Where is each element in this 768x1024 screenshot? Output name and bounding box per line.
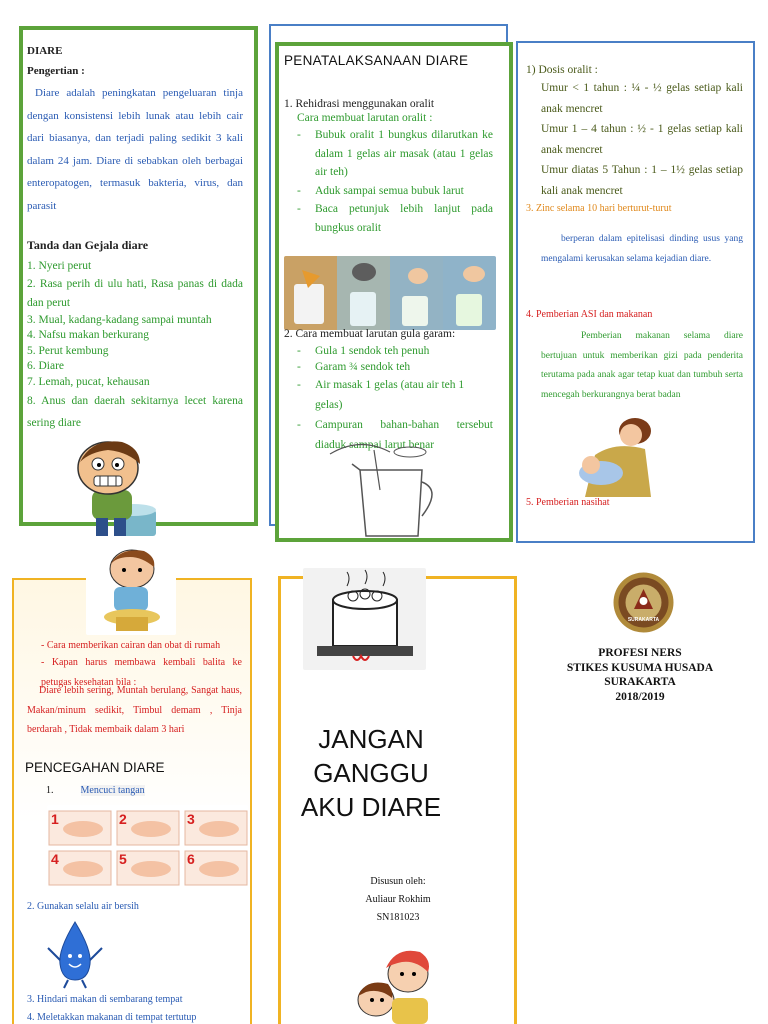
oralit-subheading: Cara membuat larutan oralit : [297,112,433,124]
dose-item: Umur 1 – 4 tahun : ½ - 1 gelas setiap kali anak mencret [541,123,743,156]
institution-block [540,646,740,704]
handwashing-steps-illustration [47,805,248,895]
sign-item: 7. Lemah, pucat, kehausan [27,375,150,388]
dose-item: Umur < 1 tahun : ¼ - ½ gelas setiap kali anak mencret [541,82,743,115]
tip-item: - Cara memberikan cairan dan obat di rumah [41,640,221,651]
boiling-pot-illustration [303,568,426,670]
academic-year: 2018/2019 [615,690,665,703]
oralit-step: - Baca petunjuk lebih lanjut pada bungkus oralit [297,203,493,234]
college-name: STIKES KUSUMA HUSADA [566,661,714,674]
sign-item: 6. Diare [27,360,65,372]
definition-text: Diare adalah peningkatan pengeluaran tinja dengan konsistensi lebih lunak atau lebih cair dari biasanya, dan terjadi paling sedikit 3 kali dalam 24 jam. Diare di sebabkan oleh berbagai enteropatogen, termasuk bakteria, virus, dan parasit [27,87,243,212]
city-name: SURAKARTA [604,676,676,688]
sick-boy-illustration [62,432,172,544]
sign-item: 1. Nyeri perut [27,260,92,272]
prevention-item-4: 4. Meletakkan makanan di tempat tertutup [27,1012,197,1023]
seal-text: SURAKARTA [627,617,660,623]
sign-item: 2. Rasa perih di ulu hati, Rasa panas di dada dan perut [27,277,243,309]
sugar-salt-step: - Garam ¾ sendok teh [297,360,411,373]
sugar-salt-step: - Air masak 1 gelas (atau air teh 1 gelas) [297,379,465,411]
author-nim: SN181023 [376,912,420,923]
asi-heading: 4. Pemberian ASI dan makanan [526,309,653,320]
return-conditions: Diare lebih sering, Muntah berulang, Sangat haus, Makan/minum sedikit, Timbul demam , Tinja berdarah , Tidak membaik dalam 3 hari [27,685,242,735]
dose-list [541,78,743,201]
sign-item: 5. Perut kembung [27,344,109,357]
oralit-step: - Bubuk oralit 1 bungkus dilarutkan ke dalam 1 gelas air masak (atau 1 gelas air teh) [297,129,493,178]
sugar-salt-step: - Campuran bahan-bahan tersebut diaduk sampai larut benar [297,419,493,451]
cover-title: JANGAN GANGGU AKU DIARE [300,724,442,822]
signs-heading: Tanda dan Gejala diare [27,238,149,252]
sugar-salt-heading: 2. Cara membuat larutan gula garam: [284,328,456,340]
step-number: 2 [119,811,127,827]
definition-heading: Pengertian : [27,65,85,77]
oralit-step: - Aduk sampai semua bubuk larut [297,184,464,197]
program-name: PROFESI NERS [598,647,682,659]
prevention-heading: PENCEGAHAN DIARE [25,760,165,775]
author-name: Auliaur Rokhim [365,894,431,905]
prevention-item-2: 2. Gunakan selalu air bersih [27,901,139,912]
prevention-item-1: 1. Mencuci tangan [46,785,145,796]
prevention-item-3: 3. Hindari makan di sembarang tempat [27,994,183,1005]
oralit-heading: 1. Rehidrasi menggunakan oralit [284,98,435,110]
pitcher-illustration [310,430,450,540]
advice-heading: 5. Pemberian nasihat [526,497,610,508]
breastfeeding-illustration [555,415,665,497]
step-number: 3 [187,811,195,827]
zinc-heading: 3. Zinc selama 10 hari berturut-turut [526,203,672,214]
oralit-steps [297,126,493,237]
college-seal-logo [612,571,675,634]
sign-item: 8. Anus dan daerah sekitarnya lecet karena sering diare [27,395,243,429]
sugar-salt-step: - Gula 1 sendok teh penuh [297,345,430,357]
step-number: 5 [119,851,127,867]
step-number: 1 [51,811,59,827]
author-by-label: Disusun oleh: [370,876,426,887]
dose-heading: 1) Dosis oralit : [526,64,598,76]
step-number: 6 [187,851,195,867]
toilet-boy-illustration [86,543,176,635]
tip-item: - Kapan harus membawa kembali balita ke petugas kesehatan bila : [41,657,242,688]
sign-item: 3. Mual, kadang-kadang sampai muntah [27,313,212,326]
kids-illustration [336,938,446,1024]
treatment-title: PENATALAKSANAAN DIARE [284,53,469,68]
oralit-photo-strip [284,256,496,330]
zinc-text: berperan dalam epitelisasi dinding usus yang mengalami kerusakan selama kejadian diare. [541,234,743,264]
wash-hands-label: Mencuci tangan [80,785,145,796]
diare-title: DIARE [27,45,63,57]
asi-text: Pemberian makanan selama diare bertujuan untuk memberikan gizi pada penderita terutama pada anak agar tetap kuat dan tumbuh serta mencegah berkurangnya berat badan [541,331,743,400]
water-drop-illustration [42,918,108,990]
dose-item: Umur diatas 5 Tahun : 1 – 1½ gelas setiap kali anak mencret [541,164,743,197]
signs-list [27,259,243,434]
sign-item: 4. Nafsu makan berkurang [27,329,149,341]
step-number: 4 [51,851,59,867]
